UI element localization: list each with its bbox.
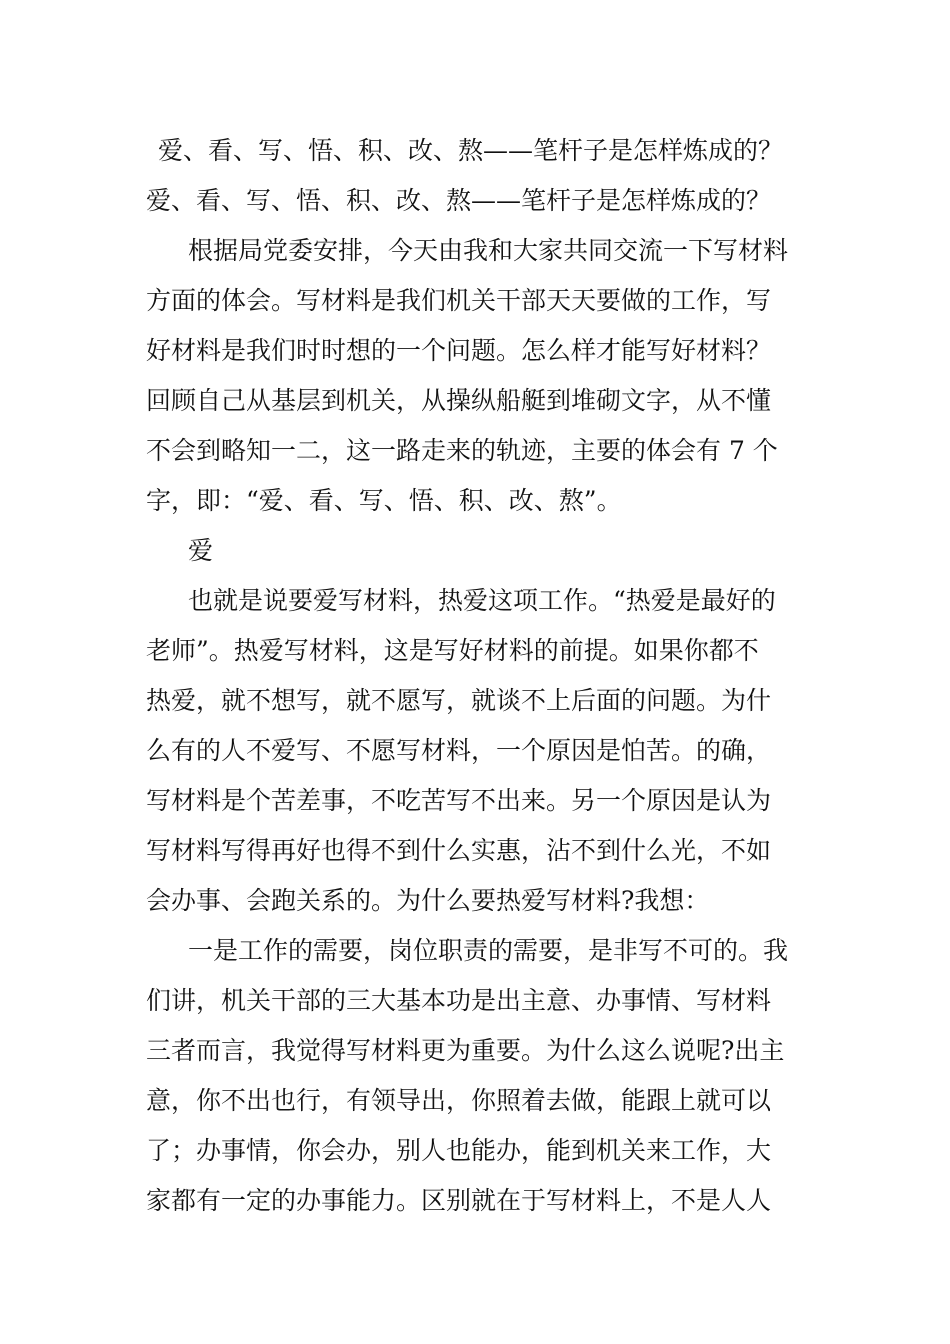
title-line-1: 爱、看、写、悟、积、改、熬——笔杆子是怎样炼成的？ — [158, 136, 784, 165]
body-line: 意，你不出也行，有领导出，你照着去做，能跟上就可以 — [146, 1086, 772, 1115]
body-line: 不会到略知一二，这一路走来的轨迹，主要的体会有 7 个 — [146, 436, 778, 465]
body-line: 写材料是个苦差事，不吃苦写不出来。另一个原因是认为 — [146, 786, 772, 815]
body-line: 根据局党委安排，今天由我和大家共同交流一下写材料 — [188, 236, 789, 265]
body-line: 了；办事情，你会办，别人也能办，能到机关来工作，大 — [146, 1136, 772, 1165]
section-heading: 爱 — [188, 536, 214, 565]
body-line: 三者而言，我觉得写材料更为重要。为什么这么说呢?出主 — [146, 1036, 785, 1065]
body-line: 写材料写得再好也得不到什么实惠，沾不到什么光，不如 — [146, 836, 772, 865]
body-line: 么有的人不爱写、不愿写材料，一个原因是怕苦。的确， — [146, 736, 772, 765]
body-line: 也就是说要爱写材料，热爱这项工作。“热爱是最好的 — [188, 586, 776, 615]
title-line-2: 爱、看、写、悟、积、改、熬——笔杆子是怎样炼成的？ — [146, 186, 772, 215]
body-line: 会办事、会跑关系的。为什么要热爱写材料?我想： — [146, 886, 710, 915]
body-line: 回顾自己从基层到机关，从操纵船艇到堆砌文字，从不懂 — [146, 386, 772, 415]
body-line: 方面的体会。写材料是我们机关干部天天要做的工作，写 — [146, 286, 772, 315]
body-line: 好材料是我们时时想的一个问题。怎么样才能写好材料？ — [146, 336, 772, 365]
body-line: 家都有一定的办事能力。区别就在于写材料上，不是人人 — [146, 1186, 772, 1215]
body-line: 热爱，就不想写，就不愿写，就谈不上后面的问题。为什 — [146, 686, 772, 715]
body-line: 老师”。热爱写材料，这是写好材料的前提。如果你都不 — [146, 636, 759, 665]
body-line: 一是工作的需要，岗位职责的需要，是非写不可的。我 — [188, 936, 789, 965]
body-line: 们讲，机关干部的三大基本功是出主意、办事情、写材料 — [146, 986, 772, 1015]
body-line: 字，即：“爱、看、写、悟、积、改、熬”。 — [146, 486, 622, 515]
